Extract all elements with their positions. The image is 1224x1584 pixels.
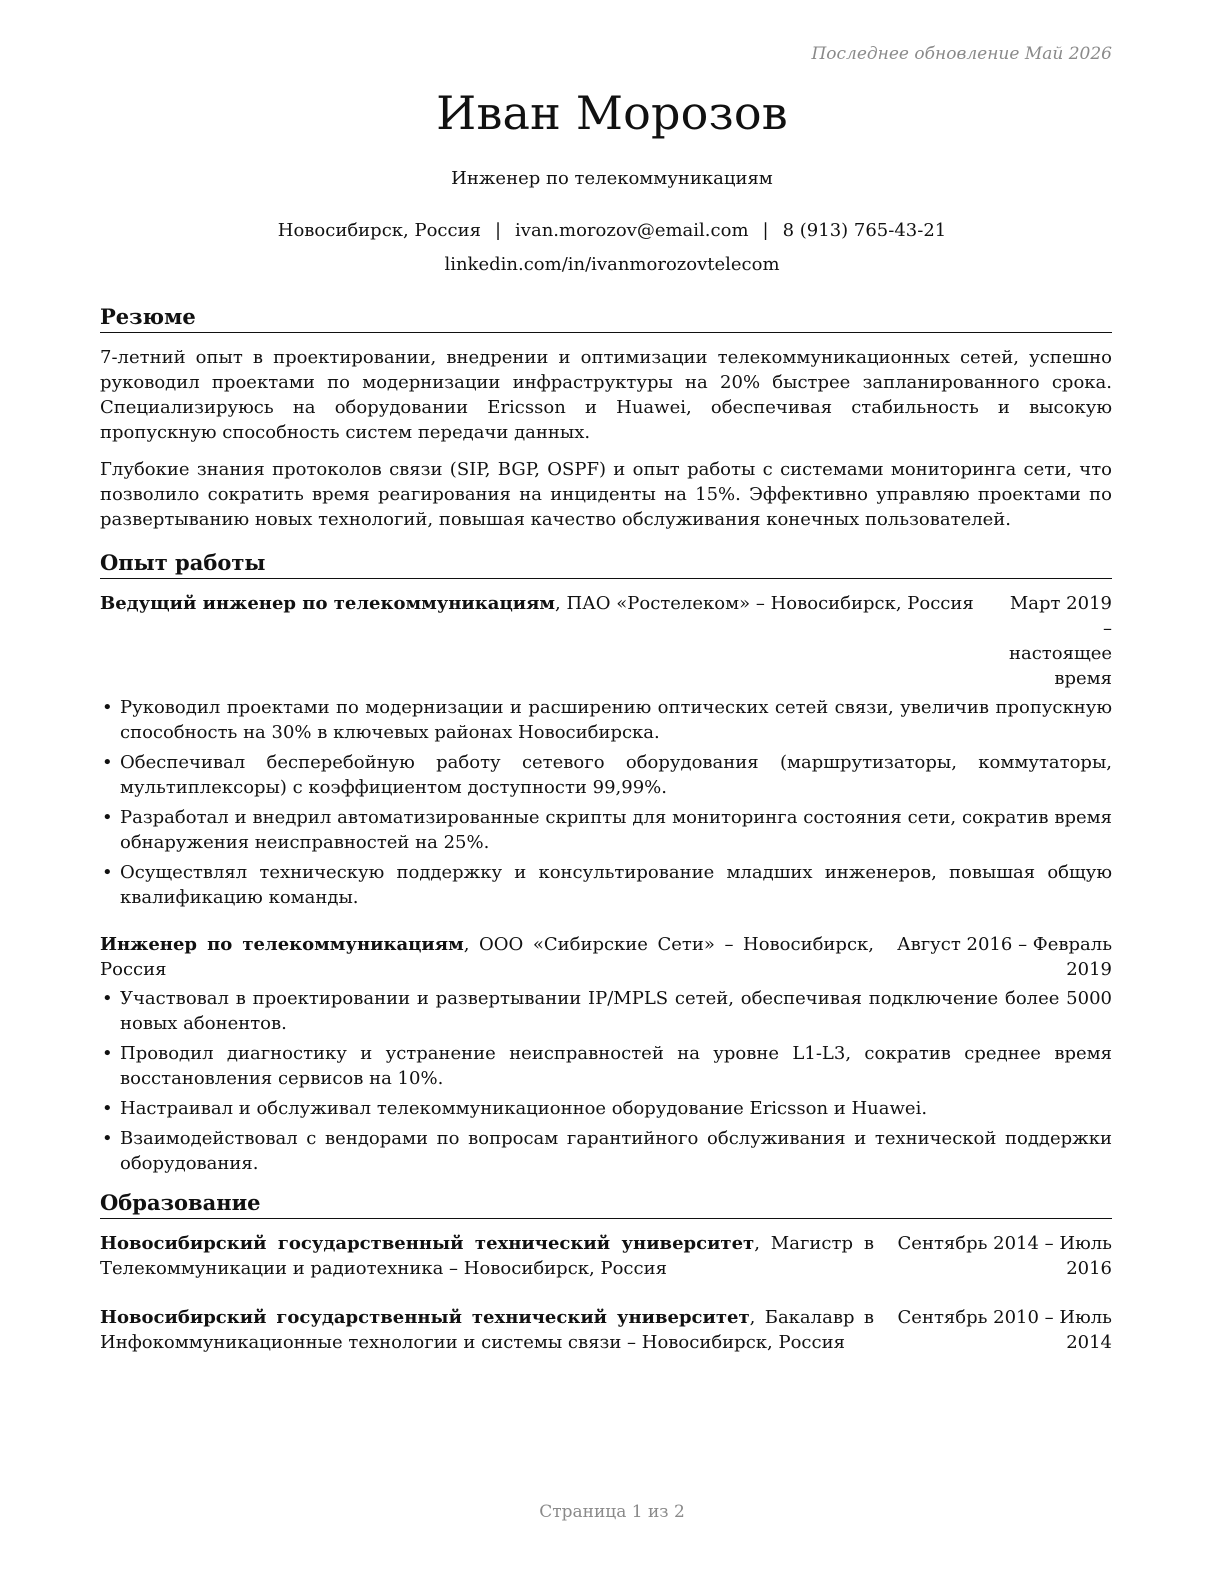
education-dates: Сентябрь 2010 – Июль 2014 <box>897 1307 1112 1353</box>
job-bullets <box>100 695 1112 910</box>
job-header <box>100 591 1112 691</box>
education-details: , Магистр в Телекоммуникации и радиотехника – Новосибирск, Россия <box>100 1233 875 1279</box>
summary-section <box>100 304 1112 532</box>
contact-separator: | <box>494 220 502 241</box>
list-item: • Осуществлял техническую поддержку и консультирование младших инженеров, повышая общую квалификацию команды. <box>100 860 1112 910</box>
education-dates: Сентябрь 2014 – Июль 2016 <box>897 1233 1112 1279</box>
education-entry <box>100 1231 1112 1281</box>
education-section <box>100 1190 1112 1355</box>
job-position: Ведущий инженер по телекоммуникациям <box>100 593 556 614</box>
resume-content <box>100 304 1112 1365</box>
list-item: • Взаимодействовал с вендорами по вопросам гарантийного обслуживания и технической поддержки оборудования. <box>100 1126 1112 1176</box>
list-item: • Участвовал в проектировании и развертывании IP/MPLS сетей, обеспечивая подключение более 5000 новых абонентов. <box>100 986 1112 1036</box>
candidate-name: Иван Морозов <box>436 86 788 140</box>
contact-email[interactable]: ivan.morozov@email.com <box>515 220 749 241</box>
job-title-line <box>100 932 874 982</box>
job-header <box>100 932 1112 982</box>
list-item: • Руководил проектами по модернизации и расширению оптических сетей связи, увеличив пропускную способность на 30% в ключевых районах Новосибирска. <box>100 695 1112 745</box>
job-dates: Август 2016 – Февраль 2019 <box>896 934 1112 980</box>
education-header <box>100 1231 1112 1281</box>
education-line <box>100 1305 874 1355</box>
education-line <box>100 1231 874 1281</box>
job-bullets <box>100 986 1112 1176</box>
job-details: , ПАО «Ростелеком» – Новосибирск, Россия <box>555 593 974 614</box>
list-item: • Разработал и внедрил автоматизированные скрипты для мониторинга состояния сети, сократив время обнаружения неисправностей на 25%. <box>100 805 1112 855</box>
contact-separator: | <box>762 220 769 241</box>
job-entry <box>100 591 1112 910</box>
contact-city: Новосибирск, Россия <box>277 220 481 241</box>
job-details: , ООО «Сибирские Сети» – Новосибирск, Россия <box>100 934 875 980</box>
section-title-experience: Опыт работы <box>100 550 1112 579</box>
summary-paragraph: 7-летний опыт в проектировании, внедрении и оптимизации телекоммуникационных сетей, успешно руководил проектами по модернизации инфраструктуры на 20% быстрее запланированного срока. Специализируюсь на оборудовании Ericsson и Huawei, обеспечивая стабильность и высокую пропускную способность систем передачи данных. <box>100 347 1112 443</box>
experience-section <box>100 550 1112 1176</box>
section-title-summary: Резюме <box>100 304 1112 333</box>
list-item: • Проводил диагностику и устранение неисправностей на уровне L1-L3, сократив среднее время восстановления сервисов на 10%. <box>100 1041 1112 1091</box>
candidate-role: Инженер по телекоммуникациям <box>451 168 773 189</box>
job-title-line <box>100 591 998 616</box>
job-dates: Март 2019 – настоящее время <box>1009 593 1112 689</box>
page-number: Страница 1 из 2 <box>539 1502 685 1522</box>
contact-phone: 8 (913) 765-43-21 <box>782 220 947 241</box>
section-title-education: Образование <box>100 1190 1112 1219</box>
education-school: Новосибирский государственный технический университет <box>100 1233 755 1254</box>
education-details: , Бакалавр в Инфокоммуникационные технологии и системы связи – Новосибирск, Россия <box>100 1307 874 1353</box>
job-position: Инженер по телекоммуникациям <box>100 934 464 955</box>
list-item: • Обеспечивал бесперебойную работу сетевого оборудования (маршрутизаторы, коммутаторы, мультиплексоры) с коэффициентом доступности 99,99%. <box>100 750 1112 800</box>
job-entry <box>100 932 1112 1176</box>
education-entry <box>100 1305 1112 1355</box>
list-item: • Настраивал и обслуживал телекоммуникационное оборудование Ericsson и Huawei. <box>100 1096 1112 1121</box>
contact-linkedin[interactable]: linkedin.com/in/ivanmorozovtelecom <box>444 254 780 275</box>
last-updated-note: Последнее обновление Май 2026 <box>811 44 1112 64</box>
summary-paragraph: Глубокие знания протоколов связи (SIP, BGP, OSPF) и опыт работы с системами мониторинга сети, что позволило сократить время реагирования на инциденты на 15%. Эффективно управляю проектами по развертыванию новых технологий, повышая качество обслуживания конечных пользователей. <box>100 459 1112 530</box>
education-school: Новосибирский государственный технический университет <box>100 1307 750 1328</box>
contact-line <box>0 220 1224 241</box>
education-header <box>100 1305 1112 1355</box>
